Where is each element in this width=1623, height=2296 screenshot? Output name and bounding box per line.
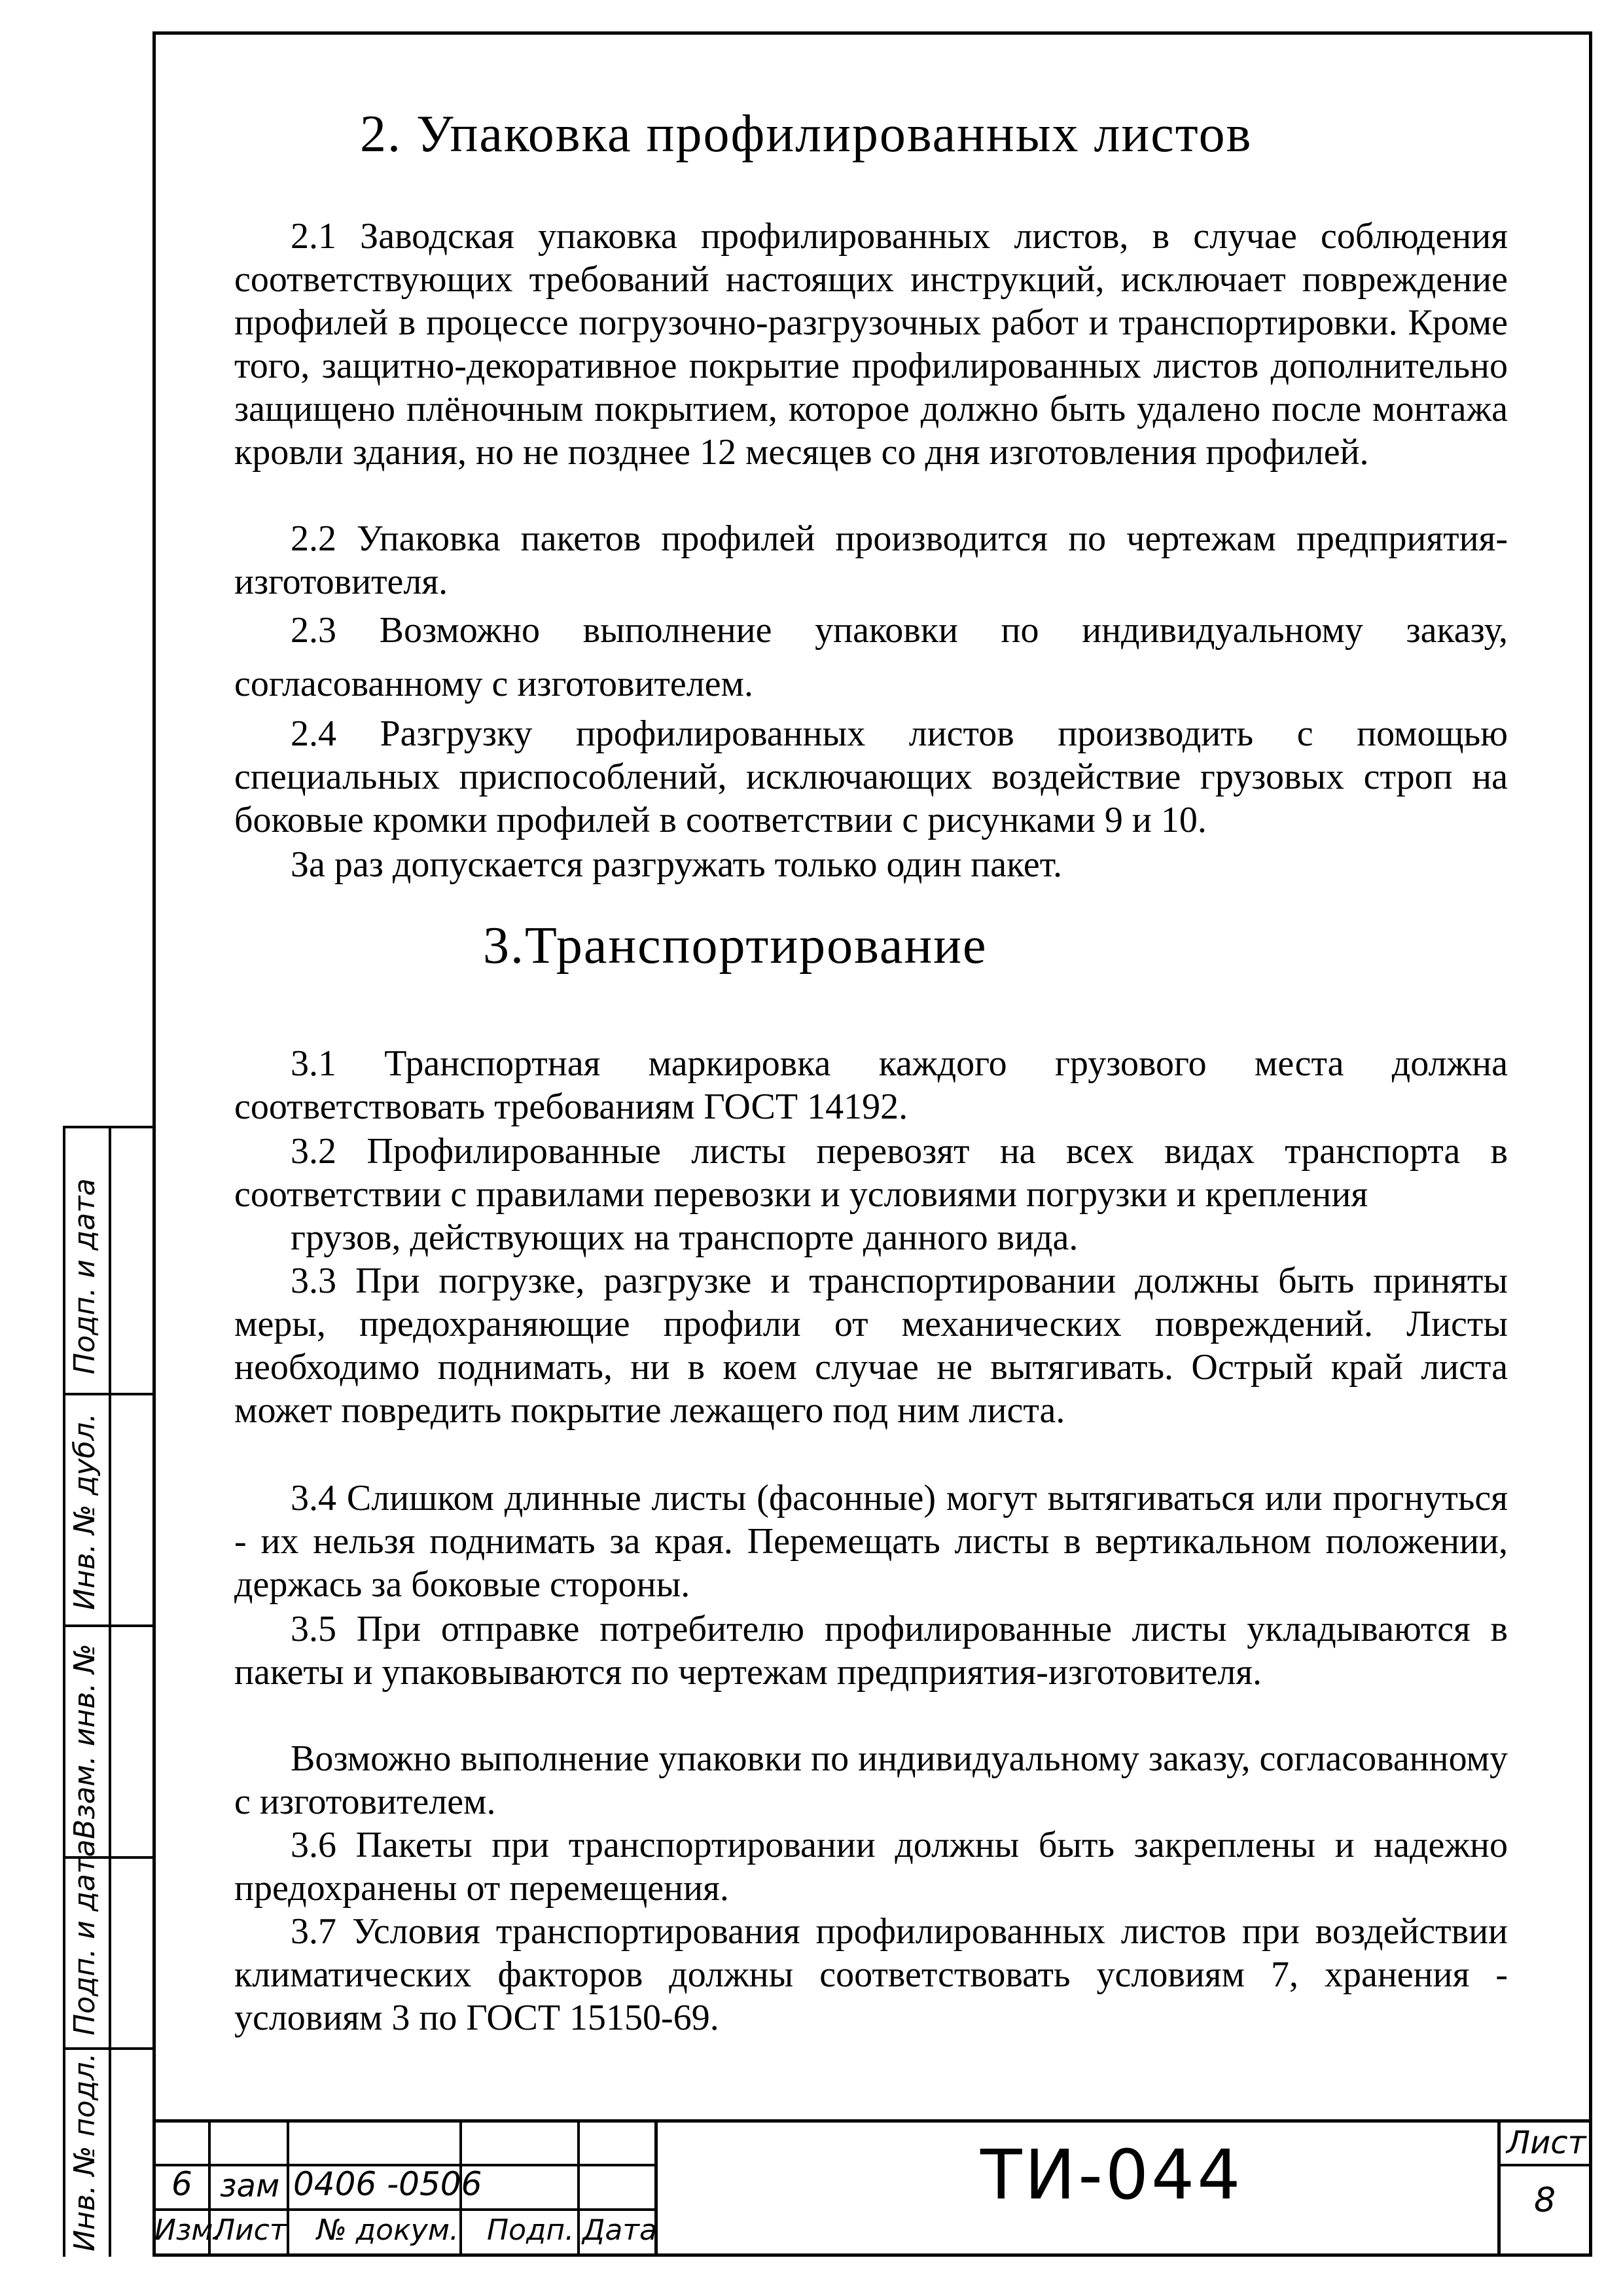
side-divider-2 — [63, 1624, 154, 1627]
side-column-line-inner — [109, 1126, 111, 2257]
paragraph-3-2-continued: грузов, действующих на транспорте данного вида. — [291, 1217, 1079, 1258]
paragraph-3-5-note: Возможно выполнение упаковки по индивидуальному заказу, согласованному с изготовителем. — [234, 1738, 1508, 1822]
section-3-heading: 3.Транспортирование — [483, 917, 988, 975]
sheet-box-divider — [1499, 2164, 1592, 2166]
document-designation: ТИ-044 — [980, 2135, 1243, 2215]
side-label-podp-data-1: Подп. и дата — [68, 1178, 101, 1374]
paragraph-2-2: 2.2 Упаковка пакетов профилей производится по чертежам предприятия-изготовителя. — [234, 518, 1508, 602]
paragraph-2-1: 2.1 Заводская упаковка профилированных листов, в случае соблюдения соответствующих требований настоящих инструкций, исключает повреждение профилей в процессе погрузочно-разгрузочных работ и транспортировки. Кроме того, защитно-декоративное покрытие профилированных листов дополнительно защищено плёночным покрытием, которое должно быть удалено после монтажа кровли здания, но не позднее 12 месяцев со дня изготовления профилей. — [234, 216, 1508, 473]
title-col-4 — [577, 2119, 580, 2257]
paragraph-3-4: 3.4 Слишком длинные листы (фасонные) могут вытягиваться или прогнуться - их нельзя поднимать за края. Перемещать листы в вертикальном положении, держась за боковые стороны. — [234, 1478, 1508, 1605]
revision-document: 0406 -0506 — [293, 2165, 482, 2203]
title-col-2 — [287, 2119, 289, 2257]
paragraph-2-4: 2.4 Разгрузку профилированных листов производить с помощью специальных приспособлений, исключающих воздействие грузовых строп на боковые кромки профилей в соответствии с рисунками 9 и 10. — [234, 713, 1508, 840]
revision-change: зам — [220, 2168, 280, 2204]
paragraph-3-3: 3.3 При погрузке, разгрузке и транспортировании должны быть приняты меры, предохраняющие профили от механических повреждений. Листы необходимо поднимать, ни в коем случае не вытягивать. Острый край листа может повредить покрытие лежащего под ним листа. — [234, 1261, 1508, 1431]
col-header-podp: Подп. — [487, 2214, 575, 2247]
title-block-row-2 — [152, 2208, 656, 2211]
paragraph-3-5: 3.5 При отправке потребителю профилированные листы укладываются в пакеты и упаковываются по чертежам предприятия-изготовителя. — [234, 1609, 1508, 1693]
side-label-podp-data-2: Подп. и дата — [68, 1839, 101, 2036]
paragraph-3-7: 3.7 Условия транспортирования профилированных листов при воздействии климатических факторов должны соответствовать условиям 7, хранения - условиям 3 по ГОСТ 15150-69. — [234, 1911, 1508, 2038]
side-column-top — [63, 1126, 154, 1128]
col-header-izm: Изм. — [154, 2214, 223, 2247]
side-label-inv-dubl: Инв. № дубл. — [68, 1412, 101, 1610]
col-header-data: Дата — [582, 2214, 657, 2247]
side-divider-1 — [63, 1393, 154, 1395]
revision-number: 6 — [171, 2165, 192, 2203]
col-header-doc: № докум. — [317, 2214, 459, 2247]
paragraph-3-6: 3.6 Пакеты при транспортировании должны быть закреплены и надежно предохранены от перемещения. — [234, 1825, 1508, 1909]
side-column-line-outer — [63, 1126, 65, 2257]
paragraph-2-5: За раз допускается разгружать только один пакет. — [291, 844, 1063, 885]
title-col-6 — [1497, 2119, 1501, 2257]
paragraph-3-2: 3.2 Профилированные листы перевозят на всех видах транспорта в соответствии с правилами перевозки и условиями погрузки и крепления — [234, 1131, 1508, 1215]
paragraph-2-3: 2.3 Возможно выполнение упаковки по индивидуальному заказу, согласованному с изготовителем. — [234, 610, 1508, 704]
side-label-vzam-inv: Взам. инв. № — [68, 1643, 101, 1839]
side-divider-4 — [63, 2047, 154, 2050]
sheet-label: Лист — [1507, 2125, 1586, 2161]
section-2-heading: 2. Упаковка профилированных листов — [360, 105, 1253, 163]
sheet-number: 8 — [1534, 2181, 1556, 2220]
title-block-top — [152, 2119, 1592, 2123]
col-header-list: Лист — [213, 2214, 287, 2247]
side-label-inv-podl: Инв. № подл. — [68, 2053, 101, 2251]
paragraph-3-1: 3.1 Транспортная маркировка каждого грузового места должна соответствовать требованиям ГОСТ 14192. — [234, 1043, 1508, 1127]
